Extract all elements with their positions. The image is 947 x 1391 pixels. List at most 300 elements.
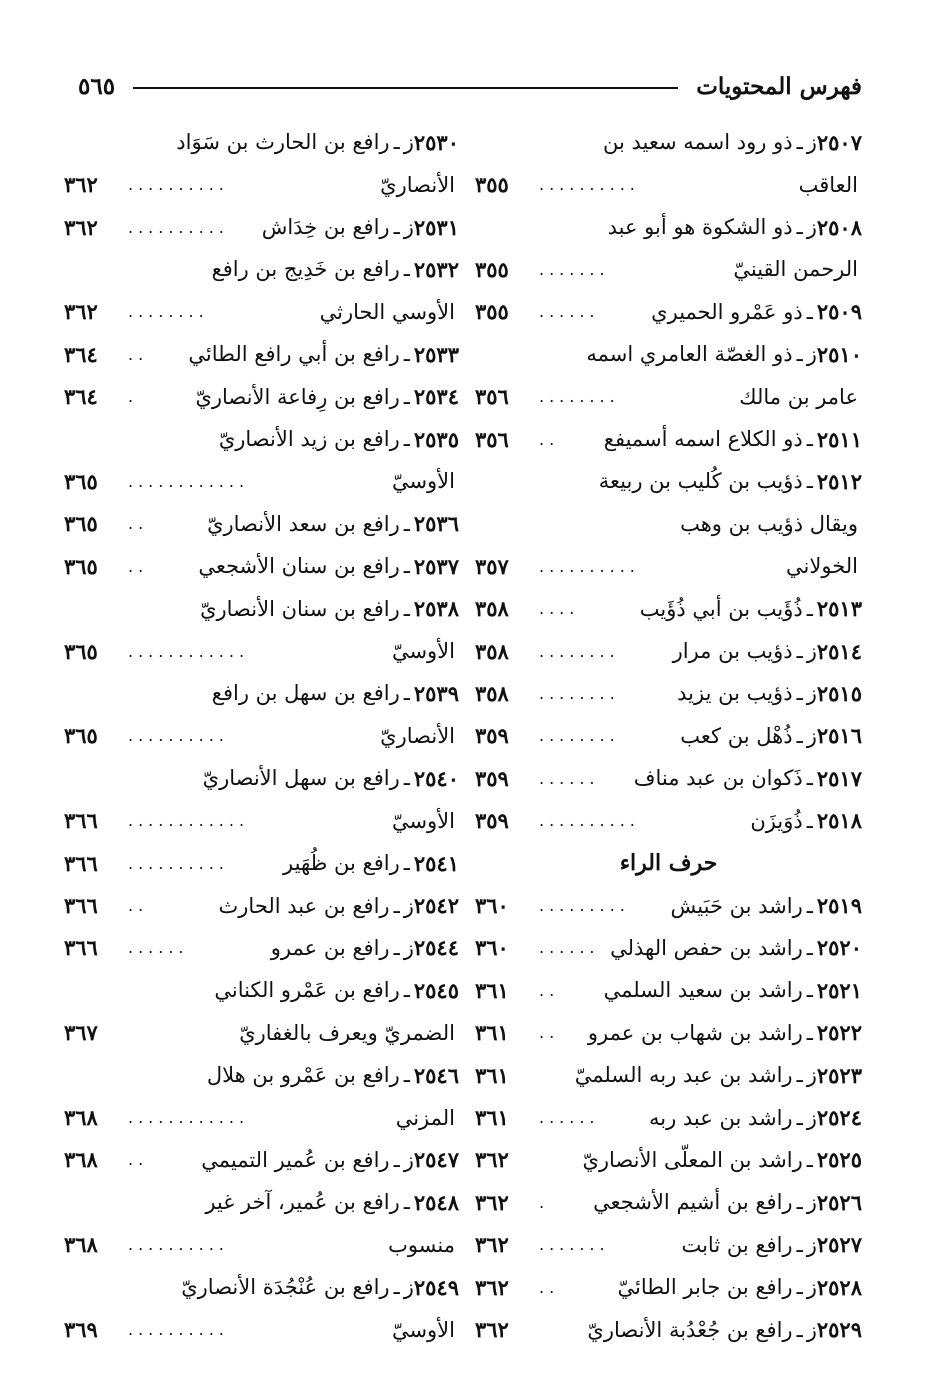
entry-name: عامر بن مالك bbox=[739, 384, 858, 409]
entry-number: ٢٥١٣ bbox=[816, 596, 862, 622]
leader-dots: ...... bbox=[128, 938, 189, 958]
entry-number: ٢٥١٧ bbox=[816, 765, 862, 791]
entry-number: ٢٥٢٩ bbox=[816, 1317, 862, 1343]
entry-dash: ـ bbox=[806, 1147, 813, 1172]
entry-dash: ـ bbox=[796, 1275, 803, 1300]
index-entry bbox=[64, 291, 459, 333]
entry-dash: ـ bbox=[806, 766, 813, 791]
index-entry bbox=[64, 757, 459, 799]
index-entry bbox=[475, 291, 862, 333]
entry-page: ٣٦٢ bbox=[64, 172, 98, 198]
index-entry bbox=[64, 375, 459, 417]
leader-dots: ........ bbox=[539, 683, 620, 703]
entry-page: ٣٦١ bbox=[475, 1062, 509, 1088]
entry-page: ٣٦٨ bbox=[64, 1147, 98, 1173]
index-entry bbox=[475, 1181, 862, 1223]
entry-marker: ز bbox=[403, 130, 414, 155]
leader-dots: ........ bbox=[539, 726, 620, 746]
index-entry bbox=[475, 418, 862, 460]
entry-dash: ـ bbox=[806, 978, 813, 1003]
index-entry bbox=[64, 418, 459, 460]
entry-number: ٢٥٣٥ bbox=[413, 426, 459, 452]
entry-name: رافع بن أشيم الأشجعي bbox=[593, 1190, 793, 1215]
leader-dots: .. bbox=[539, 1277, 560, 1297]
leader-dots: .......... bbox=[128, 175, 229, 195]
leader-dots: .. bbox=[539, 1023, 560, 1043]
index-entry bbox=[64, 1308, 459, 1350]
entry-page: ٣٥٥ bbox=[475, 256, 509, 282]
index-entry bbox=[475, 672, 862, 714]
index-entry bbox=[64, 1096, 459, 1138]
entry-dash: ـ bbox=[806, 596, 813, 621]
leader-dots: ........ bbox=[539, 387, 620, 407]
index-entry bbox=[475, 545, 862, 587]
index-entry bbox=[64, 1181, 459, 1223]
entry-page: ٣٥٨ bbox=[475, 680, 509, 706]
entry-name: رافع بن أبي رافع الطائي bbox=[188, 342, 400, 367]
leader-dots: .......... bbox=[539, 556, 640, 576]
entry-name: ذَكوان بن عبد مناف bbox=[633, 766, 803, 791]
entry-dash: ـ bbox=[403, 978, 410, 1003]
entry-number: ٢٥٢٦ bbox=[816, 1189, 862, 1215]
entry-name: راشد بن المعلّى الأنصاريّ bbox=[582, 1147, 803, 1172]
leader-dots: ...... bbox=[539, 1108, 600, 1128]
entry-dash: ـ bbox=[393, 935, 400, 960]
entry-page: ٣٦٦ bbox=[64, 808, 98, 834]
entry-name: الأوسي الحارثي bbox=[319, 299, 455, 324]
entry-marker: ز bbox=[806, 1275, 817, 1300]
leader-dots: ........ bbox=[128, 302, 209, 322]
entry-page: ٣٦٨ bbox=[64, 1105, 98, 1131]
leader-dots: . bbox=[539, 1192, 550, 1212]
entry-page: ٣٦٠ bbox=[475, 935, 509, 961]
entry-number: ٢٥٣٢ bbox=[413, 256, 459, 282]
entry-dash: ـ bbox=[403, 384, 410, 409]
entry-name: ذو رود اسمه سعيد بن bbox=[602, 130, 793, 155]
entry-dash: ـ bbox=[393, 893, 400, 918]
entry-name: رافع بن خِدَاش bbox=[261, 215, 390, 240]
entry-dash: ـ bbox=[403, 427, 410, 452]
entry-dash: ـ bbox=[806, 808, 813, 833]
entry-number: ٢٥١٨ bbox=[816, 808, 862, 834]
leader-dots: ............ bbox=[128, 641, 250, 661]
entry-number: ٢٥٤٧ bbox=[413, 1147, 459, 1173]
entry-dash: ـ bbox=[796, 130, 803, 155]
section-heading: حرف الراء bbox=[619, 850, 718, 877]
entry-number: ٢٥٤٨ bbox=[413, 1189, 459, 1215]
entry-dash: ـ bbox=[393, 130, 400, 155]
entry-marker: ز bbox=[403, 935, 414, 960]
entry-page: ٣٦٥ bbox=[64, 468, 98, 494]
entry-name: ذؤيب بن مرار bbox=[672, 639, 793, 664]
entry-dash: ـ bbox=[403, 766, 410, 791]
entry-name: رافع بن جابر الطائيّ bbox=[617, 1275, 793, 1300]
entry-dash: ـ bbox=[403, 511, 410, 536]
running-title: فهرس المحتويات bbox=[696, 72, 862, 100]
entry-dash: ـ bbox=[403, 681, 410, 706]
index-entry bbox=[64, 927, 459, 969]
entry-page: ٣٦٥ bbox=[64, 511, 98, 537]
leader-dots: .. bbox=[128, 344, 149, 364]
entry-number: ٢٥١٥ bbox=[816, 680, 862, 706]
entry-page: ٣٦٥ bbox=[64, 553, 98, 579]
leader-dots: .......... bbox=[128, 217, 229, 237]
entry-number: ٢٥٣١ bbox=[413, 214, 459, 240]
leader-dots: ....... bbox=[539, 1235, 610, 1255]
entry-marker: ز bbox=[403, 893, 414, 918]
entry-name: رافع بن عُمير التميمي bbox=[201, 1147, 390, 1172]
entry-dash: ـ bbox=[403, 851, 410, 876]
entry-dash: ـ bbox=[796, 1232, 803, 1257]
index-entry bbox=[475, 757, 862, 799]
entry-name: رافع بن عمرو bbox=[270, 935, 390, 960]
entry-marker: ز bbox=[806, 681, 817, 706]
entry-name: راشد بن عبد ربه السلميّ bbox=[574, 1063, 793, 1088]
entry-dash: ـ bbox=[796, 723, 803, 748]
entry-page: ٣٦١ bbox=[475, 1105, 509, 1131]
index-entry bbox=[475, 206, 862, 248]
entry-page: ٣٦٧ bbox=[64, 1020, 98, 1046]
entry-dash: ـ bbox=[796, 1190, 803, 1215]
entry-page: ٣٦٢ bbox=[475, 1147, 509, 1173]
entry-name: ويقال ذؤيب بن وهب bbox=[680, 511, 858, 536]
entry-name: العاقب bbox=[798, 172, 858, 197]
entry-name: رافع بن ثابت bbox=[681, 1232, 793, 1257]
index-entry bbox=[475, 1308, 862, 1350]
leader-dots: ...... bbox=[539, 938, 600, 958]
index-entry bbox=[64, 248, 459, 290]
entry-page: ٣٦٤ bbox=[64, 384, 98, 410]
entry-dash: ـ bbox=[403, 1063, 410, 1088]
entry-name: راشد بن شهاب بن عمرو bbox=[587, 1020, 803, 1045]
entry-name: منسوب bbox=[388, 1232, 455, 1257]
entry-name: ذُؤَيب بن أبي ذُؤَيب bbox=[639, 596, 803, 621]
entry-dash: ـ bbox=[806, 469, 813, 494]
entry-dash: ـ bbox=[796, 681, 803, 706]
page-number: ٥٦٥ bbox=[78, 72, 116, 100]
entry-name: راشد بن سعيد السلمي bbox=[603, 978, 803, 1003]
entry-dash: ـ bbox=[796, 1063, 803, 1088]
entry-number: ٢٥١٩ bbox=[816, 893, 862, 919]
leader-dots: .. bbox=[128, 1150, 149, 1170]
index-entry bbox=[64, 460, 459, 502]
entry-page: ٣٦٢ bbox=[475, 1232, 509, 1258]
leader-dots: .. bbox=[128, 556, 149, 576]
entry-marker: ز bbox=[806, 130, 817, 155]
entry-name: راشد بن حفص الهذلي bbox=[610, 935, 803, 960]
leader-dots: .. bbox=[539, 980, 560, 1000]
entry-name: ذُهْل بن كعب bbox=[680, 723, 793, 748]
entry-page: ٣٦٢ bbox=[475, 1317, 509, 1343]
leader-dots: .. bbox=[128, 514, 149, 534]
entry-dash: ـ bbox=[403, 554, 410, 579]
entry-number: ٢٥٠٨ bbox=[816, 214, 862, 240]
leader-dots: ....... bbox=[539, 259, 610, 279]
entry-dash: ـ bbox=[403, 596, 410, 621]
index-entry bbox=[64, 587, 459, 629]
entry-number: ٢٥٤٤ bbox=[413, 935, 459, 961]
entry-name: ذؤيب بن يزيد bbox=[677, 681, 793, 706]
entry-page: ٣٥٧ bbox=[475, 553, 509, 579]
index-entry bbox=[64, 715, 459, 757]
entry-dash: ـ bbox=[393, 1275, 400, 1300]
entry-marker: ز bbox=[806, 723, 817, 748]
entry-dash: ـ bbox=[393, 215, 400, 240]
entry-marker: ز bbox=[806, 639, 817, 664]
entry-number: ٢٥٢٧ bbox=[816, 1232, 862, 1258]
index-entry bbox=[64, 884, 459, 926]
index-entry bbox=[475, 333, 862, 375]
index-entry bbox=[475, 248, 862, 290]
leader-dots: .......... bbox=[128, 853, 229, 873]
entry-page: ٣٥٥ bbox=[475, 299, 509, 325]
entry-page: ٣٥٨ bbox=[475, 596, 509, 622]
entry-page: ٣٦١ bbox=[475, 1020, 509, 1046]
entry-dash: ـ bbox=[796, 639, 803, 664]
entry-marker: ز bbox=[403, 1275, 414, 1300]
entry-marker: ز bbox=[806, 1232, 817, 1257]
entry-page: ٣٦٠ bbox=[475, 893, 509, 919]
entry-name: رافع بن عَمْرو الكناني bbox=[214, 978, 400, 1003]
entry-page: ٣٦٢ bbox=[475, 1189, 509, 1215]
entry-page: ٣٦٩ bbox=[64, 1317, 98, 1343]
index-entry bbox=[475, 1012, 862, 1054]
entry-page: ٣٥٩ bbox=[475, 765, 509, 791]
entry-name: راشد بن حَبَيش bbox=[670, 893, 803, 918]
entry-page: ٣٦٤ bbox=[64, 341, 98, 367]
entry-number: ٢٥٣٦ bbox=[413, 511, 459, 537]
entry-page: ٣٦٥ bbox=[64, 638, 98, 664]
index-column-right bbox=[475, 121, 862, 1351]
index-entry bbox=[475, 969, 862, 1011]
entry-page: ٣٦٢ bbox=[475, 1274, 509, 1300]
index-entry bbox=[475, 1054, 862, 1096]
leader-dots: .......... bbox=[539, 175, 640, 195]
entry-number: ٢٥١٠ bbox=[816, 341, 862, 367]
index-entry bbox=[475, 121, 862, 163]
entry-name: رافع بن سعد الأنصاريّ bbox=[207, 511, 400, 536]
entry-name: الأوسيّ bbox=[391, 469, 455, 494]
entry-number: ٢٥٢٨ bbox=[816, 1274, 862, 1300]
header-rule bbox=[133, 87, 678, 89]
leader-dots: ...... bbox=[539, 302, 600, 322]
entry-name: رافع بن سنان الأشجعي bbox=[198, 554, 400, 579]
index-entry bbox=[475, 1139, 862, 1181]
entry-page: ٣٥٦ bbox=[475, 426, 509, 452]
entry-number: ٢٥٣٣ bbox=[413, 341, 459, 367]
leader-dots: ............ bbox=[128, 471, 250, 491]
entry-page: ٣٦٦ bbox=[64, 935, 98, 961]
index-entry bbox=[475, 375, 862, 417]
entry-name: رافع بن عُمير، آخر غير bbox=[205, 1190, 400, 1215]
index-entry bbox=[475, 630, 862, 672]
entry-name: رافع بن رِفاعة الأنصاريّ bbox=[195, 384, 400, 409]
index-entry bbox=[64, 545, 459, 587]
leader-dots: .......... bbox=[128, 1320, 229, 1340]
entry-name: ذو الغصّة العامري اسمه bbox=[586, 342, 793, 367]
index-entry bbox=[475, 503, 862, 545]
leader-dots: ......... bbox=[539, 896, 630, 916]
entry-number: ٢٥٤٩ bbox=[413, 1274, 459, 1300]
entry-name: الأوسيّ bbox=[391, 639, 455, 664]
leader-dots: .......... bbox=[539, 811, 640, 831]
entry-page: ٣٦٦ bbox=[64, 850, 98, 876]
entry-number: ٢٥٤٦ bbox=[413, 1062, 459, 1088]
entry-dash: ـ bbox=[796, 342, 803, 367]
entry-page: ٣٦٦ bbox=[64, 893, 98, 919]
entry-name: رافع بن جُعْدُبة الأنصاريّ bbox=[587, 1317, 793, 1342]
page-header bbox=[78, 66, 862, 106]
index-entry bbox=[64, 842, 459, 884]
entry-number: ٢٥٤٠ bbox=[413, 765, 459, 791]
entry-dash: ـ bbox=[403, 257, 410, 282]
index-entry bbox=[475, 884, 862, 926]
index-entry bbox=[64, 969, 459, 1011]
index-entry bbox=[64, 503, 459, 545]
entry-number: ٢٥٢٢ bbox=[816, 1020, 862, 1046]
index-entry bbox=[64, 1012, 459, 1054]
entry-name: الأنصاريّ bbox=[380, 723, 455, 748]
leader-dots: ........ bbox=[539, 641, 620, 661]
entry-name: الرحمن القينيّ bbox=[733, 257, 858, 282]
index-entry bbox=[475, 715, 862, 757]
entry-name: رافع بن عَمْرو بن هلال bbox=[206, 1063, 400, 1088]
entry-dash: ـ bbox=[806, 893, 813, 918]
entry-number: ٢٥٤٢ bbox=[413, 893, 459, 919]
index-entry bbox=[64, 1054, 459, 1096]
entry-number: ٢٥٢١ bbox=[816, 977, 862, 1003]
entry-dash: ـ bbox=[806, 427, 813, 452]
entry-name: رافع بن خَدِيج بن رافع bbox=[211, 257, 400, 282]
entry-name: رافع بن الحارث بن سَوَاد bbox=[176, 130, 390, 155]
entry-page: ٣٥٩ bbox=[475, 808, 509, 834]
entry-number: ٢٥٤١ bbox=[413, 850, 459, 876]
entry-marker: ز bbox=[806, 215, 817, 240]
entry-marker: ز bbox=[806, 1317, 817, 1342]
entry-marker: ز bbox=[806, 1105, 817, 1130]
entry-number: ٢٥٢٠ bbox=[816, 935, 862, 961]
entry-dash: ـ bbox=[796, 1105, 803, 1130]
entry-marker: ز bbox=[806, 1190, 817, 1215]
entry-number: ٢٥١٦ bbox=[816, 723, 862, 749]
entry-number: ٢٥٣٨ bbox=[413, 596, 459, 622]
index-entry bbox=[64, 206, 459, 248]
index-entry bbox=[64, 333, 459, 375]
index-entry bbox=[64, 163, 459, 205]
entry-name: ذؤيب بن كُليب بن ربيعة bbox=[598, 469, 803, 494]
entry-name: رافع بن سنان الأنصاريّ bbox=[200, 596, 400, 621]
index-entry bbox=[64, 672, 459, 714]
entry-name: ذو الشكوة هو أبو عبد bbox=[607, 215, 793, 240]
leader-dots: . bbox=[128, 387, 139, 407]
entry-page: ٣٦٢ bbox=[64, 299, 98, 325]
entry-number: ٢٥٣٩ bbox=[413, 680, 459, 706]
entry-page: ٣٦٨ bbox=[64, 1232, 98, 1258]
entry-name: الأنصاريّ bbox=[380, 172, 455, 197]
leader-dots: .... bbox=[539, 599, 580, 619]
index-entry bbox=[475, 1224, 862, 1266]
entry-dash: ـ bbox=[806, 1020, 813, 1045]
entry-dash: ـ bbox=[403, 342, 410, 367]
entry-number: ٢٥٣٠ bbox=[413, 129, 459, 155]
entry-number: ٢٥١٢ bbox=[816, 468, 862, 494]
entry-number: ٢٥٢٥ bbox=[816, 1147, 862, 1173]
entry-number: ٢٥٠٧ bbox=[816, 129, 862, 155]
index-entry bbox=[64, 800, 459, 842]
entry-marker: ز bbox=[806, 1063, 817, 1088]
entry-dash: ـ bbox=[393, 1147, 400, 1172]
entry-page: ٣٥٥ bbox=[475, 172, 509, 198]
index-entry bbox=[475, 1266, 862, 1308]
entry-page: ٣٦٢ bbox=[64, 214, 98, 240]
leader-dots: ...... bbox=[539, 768, 600, 788]
entry-name: رافع بن سهل الأنصاريّ bbox=[202, 766, 400, 791]
index-entry bbox=[475, 587, 862, 629]
entry-name: ذو الكلاع اسمه أسميفع bbox=[603, 427, 803, 452]
entry-name: رافع بن عُنْجُدَة الأنصاريّ bbox=[181, 1275, 390, 1300]
leader-dots: ............ bbox=[128, 1108, 250, 1128]
entry-number: ٢٥١٤ bbox=[816, 638, 862, 664]
entry-name: المزني bbox=[395, 1105, 455, 1130]
entry-page: ٣٦١ bbox=[475, 977, 509, 1003]
entry-number: ٢٥١١ bbox=[816, 426, 862, 452]
index-entry bbox=[475, 163, 862, 205]
entry-number: ٢٥٣٧ bbox=[413, 553, 459, 579]
entry-name: رافع بن ظُهَير bbox=[283, 851, 400, 876]
entry-dash: ـ bbox=[403, 1190, 410, 1215]
entry-name: رافع بن سهل بن رافع bbox=[211, 681, 400, 706]
entry-page: ٣٥٩ bbox=[475, 723, 509, 749]
entry-name: رافع بن عبد الحارث bbox=[218, 893, 390, 918]
entry-marker: ز bbox=[403, 215, 414, 240]
entry-page: ٣٥٨ bbox=[475, 638, 509, 664]
index-column-left bbox=[64, 121, 459, 1351]
entry-number: ٢٥٢٣ bbox=[816, 1062, 862, 1088]
index-entry bbox=[64, 630, 459, 672]
leader-dots: .. bbox=[539, 429, 560, 449]
entry-dash: ـ bbox=[796, 215, 803, 240]
entry-page: ٣٦٥ bbox=[64, 723, 98, 749]
index-entry bbox=[64, 1224, 459, 1266]
leader-dots: .. bbox=[128, 896, 149, 916]
index-entry bbox=[64, 121, 459, 163]
entry-number: ٢٥٢٤ bbox=[816, 1105, 862, 1131]
entry-name: ذُوَيزَن bbox=[750, 808, 803, 833]
index-entry bbox=[475, 927, 862, 969]
index-entry bbox=[64, 1266, 459, 1308]
entry-number: ٢٥٠٩ bbox=[816, 299, 862, 325]
entry-number: ٢٥٣٤ bbox=[413, 384, 459, 410]
entry-name: الأوسيّ bbox=[391, 808, 455, 833]
entry-marker: ز bbox=[806, 342, 817, 367]
entry-name: الضمريّ ويعرف بالغفاريّ bbox=[239, 1020, 455, 1045]
leader-dots: .......... bbox=[128, 726, 229, 746]
entry-dash: ـ bbox=[806, 299, 813, 324]
entry-name: رافع بن زيد الأنصاريّ bbox=[218, 427, 400, 452]
entry-name: ذو عَمْرو الحميري bbox=[651, 299, 803, 324]
entry-dash: ـ bbox=[796, 1317, 803, 1342]
entry-page: ٣٥٦ bbox=[475, 384, 509, 410]
entry-marker: ز bbox=[403, 1147, 414, 1172]
entry-number: ٢٥٤٥ bbox=[413, 977, 459, 1003]
index-entry bbox=[475, 1096, 862, 1138]
index-entry bbox=[475, 800, 862, 842]
entry-name: راشد بن عبد ربه bbox=[648, 1105, 793, 1130]
entry-name: الخولاني bbox=[786, 554, 858, 579]
entry-name: الأوسيّ bbox=[391, 1317, 455, 1342]
entry-dash: ـ bbox=[806, 935, 813, 960]
leader-dots: ............ bbox=[128, 811, 250, 831]
